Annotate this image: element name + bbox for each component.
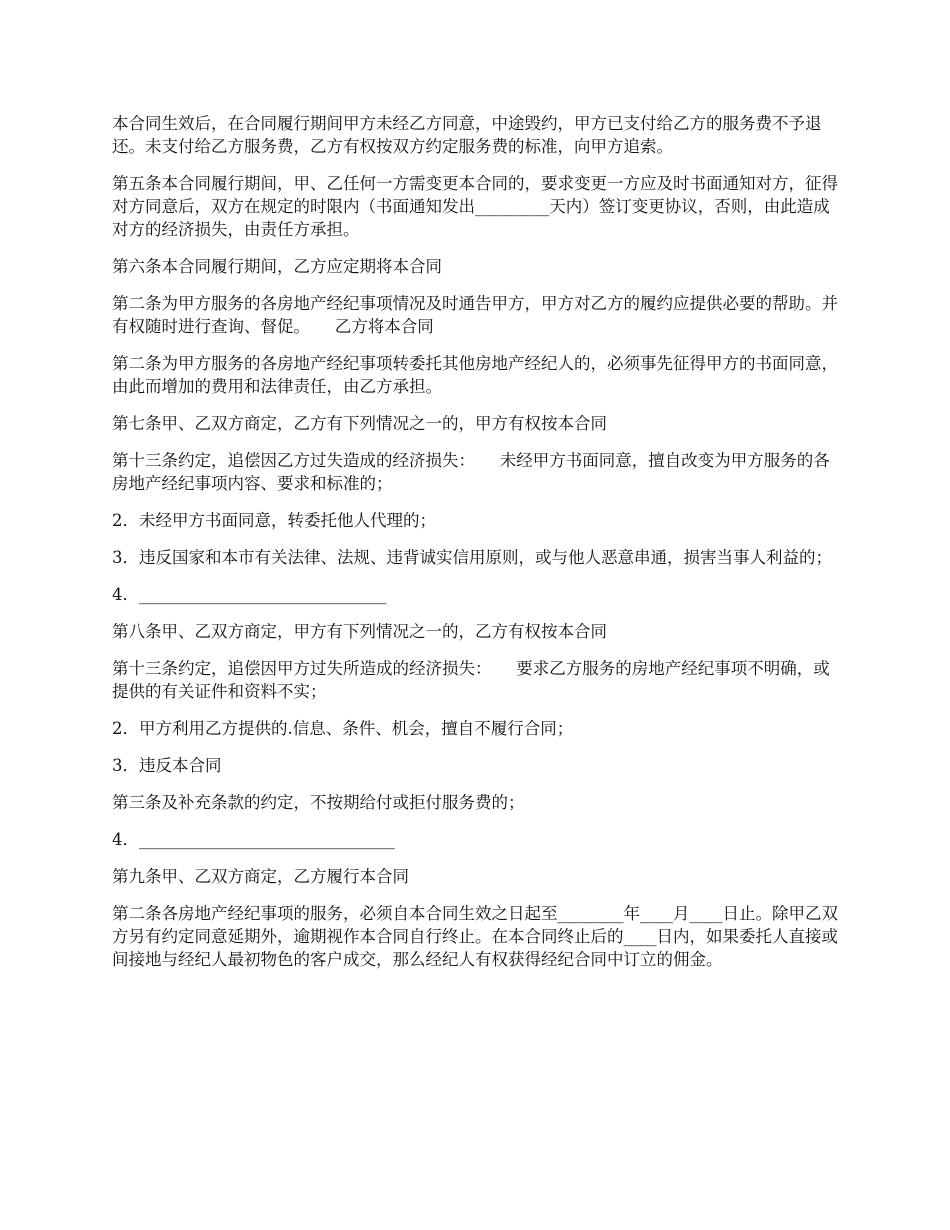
paragraph-article-9: 第九条甲、乙双方商定，乙方履行本合同 [112,867,409,886]
paragraph-article-8: 第八条甲、乙双方商定，甲方有下列情况之一的，乙方有权按本合同 [112,622,607,641]
paragraph-item-2-a: 2．甲方利用乙方提供的.信息、条件、机会，擅自不履行合同； [112,719,574,738]
paragraph-article-2-delegate: 第二条为甲方服务的各房地产经纪事项转委托其他房地产经纪人的，必须事先征得甲方的书面同意，由此而增加的费用和法律责任，由乙方承担。 [112,354,838,396]
paragraph-article-6: 第六条本合同履行期间，乙方应定期将本合同 [112,257,442,276]
paragraph-item-3-a: 3．违反本合同 [112,756,222,775]
paragraph-article-7: 第七条甲、乙双方商定，乙方有下列情况之一的，甲方有权按本合同 [112,414,607,433]
paragraph-termination-fee: 本合同生效后，在合同履行期间甲方未经乙方同意，中途毁约，甲方已支付给乙方的服务费不予退还。未支付给乙方服务费，乙方有权按双方约定服务费的标准，向甲方追索。 [112,114,822,156]
paragraph-article-13-party-b: 第十三条约定，追偿因乙方过失造成的经济损失： 未经甲方书面同意，擅自改变为甲方服务的各房地产经纪事项内容、要求和标准的； [112,451,830,493]
paragraph-article-13-party-a: 第十三条约定，追偿因甲方过失所造成的经济损失： 要求乙方服务的房地产经纪事项不明确，或提供的有关证件和资料不实； [112,659,830,701]
paragraph-article-2-report: 第二条为甲方服务的各房地产经纪事项情况及时通告甲方，甲方对乙方的履约应提供必要的帮助。并有权随时进行查询、督促。 乙方将本合同 [112,294,838,336]
paragraph-article-3: 第三条及补充条款的约定，不按期给付或拒付服务费的； [112,793,525,812]
paragraph-article-5: 第五条本合同履行期间，甲、乙任何一方需变更本合同的，要求变更一方应及时书面通知对方，征得对方同意后，双方在规定的时限内（书面通知发出_________天内）签订变更协议，否则，由此造成对方的经济损失，由责任方承担。 [112,174,838,239]
paragraph-article-2-term: 第二条各房地产经纪事项的服务，必须自本合同生效之日起至________年____月____日止。除甲乙双方另有约定同意延期外，逾期视作本合同自行终止。在本合同终止后的____日内，如果委托人直接或间接地与经纪人最初物色的客户成交，那么经纪人有权获得经纪合同中订立的佣金。 [112,904,838,969]
document-body [112,112,840,985]
paragraph-item-4-b: 4．______________________________ [112,585,387,604]
paragraph-item-2-b: 2．未经甲方书面同意，转委托他人代理的； [112,511,436,530]
paragraph-item-4-a: 4．_______________________________ [112,830,395,849]
paragraph-item-3-b: 3．违反国家和本市有关法律、法规、违背诚实信用原则，或与他人恶意串通，损害当事人利益的； [112,548,832,567]
